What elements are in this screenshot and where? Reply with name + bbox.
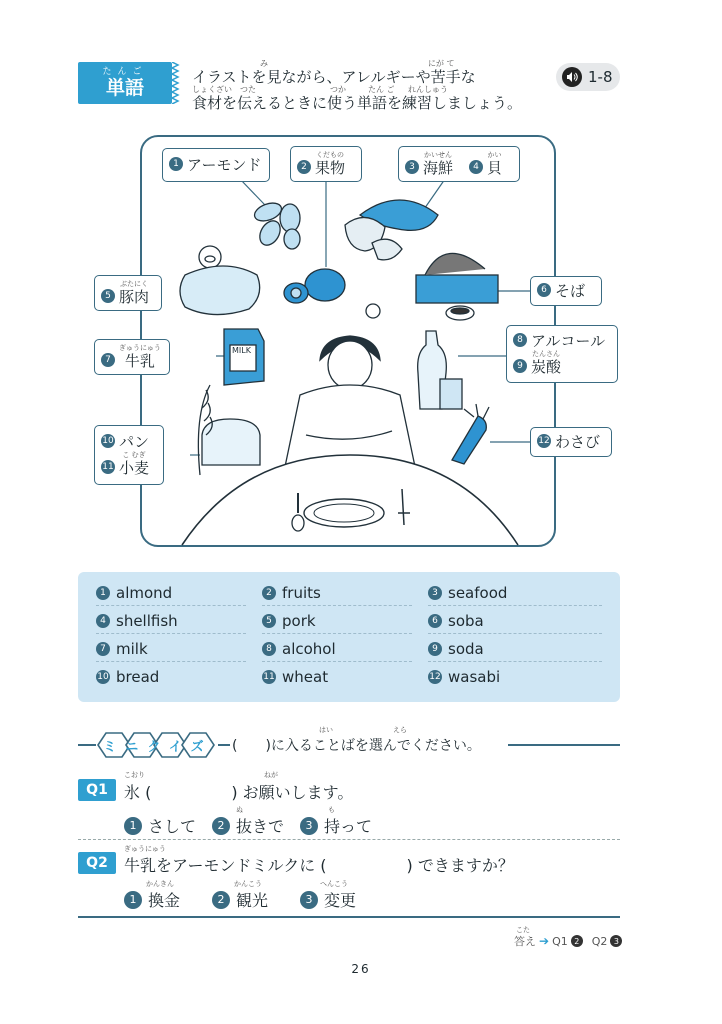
label-ruby: こ むぎ (122, 451, 146, 459)
alcohol-soda-illustration (418, 331, 462, 409)
answer-q1-label: Q1 (552, 934, 568, 948)
milk-carton-label: MILK (232, 346, 251, 355)
quiz-dashed-divider (78, 839, 620, 840)
vocab-number: 3 (428, 586, 442, 600)
vocab-item (428, 580, 602, 606)
q2-option-3[interactable] (300, 888, 356, 911)
q1-option-3[interactable] (300, 814, 372, 837)
label-number: 7 (101, 353, 115, 367)
label-text: パン (119, 433, 150, 451)
instruction-line-2: 食材を伝えるときに使う単語を練習しましょう。 (192, 94, 523, 112)
option-text: 観光 (236, 891, 269, 910)
option-number: 1 (124, 891, 142, 909)
vocab-number: 7 (96, 642, 110, 656)
vocab-word: bread (116, 668, 160, 686)
pork-illustration (180, 246, 260, 315)
vocab-item (262, 664, 412, 690)
vocab-number: 11 (263, 672, 275, 682)
label-text: 豚肉 (119, 288, 150, 306)
vocab-number: 10 (97, 672, 109, 682)
vocab-number: 6 (428, 614, 442, 628)
label-ruby: たんさん (532, 350, 560, 358)
label-seafood-shellfish (398, 146, 520, 182)
label-ruby: ぎゅうにゅう (119, 344, 161, 352)
instruction-line-1: イラストを見ながら、アレルギーや苦手な (192, 68, 476, 86)
vocab-number: 12 (429, 672, 441, 682)
vocab-item (96, 608, 246, 634)
answer-q1-value: 2 (571, 935, 583, 947)
label-number: 4 (469, 160, 483, 174)
ruby-tsuta: つた (240, 85, 256, 94)
ruby-gyunyu: ぎゅうにゅう (124, 845, 166, 853)
ruby-renshu: れんしゅう (408, 85, 448, 94)
zigzag-divider (172, 62, 180, 104)
label-number: 6 (537, 283, 551, 297)
arrow-right-icon: ➔ (539, 934, 550, 948)
option-number: 2 (212, 891, 230, 909)
vocab-number: 1 (96, 586, 110, 600)
label-number: 2 (297, 160, 311, 174)
option-number: 1 (124, 817, 142, 835)
vocab-item (428, 608, 602, 634)
label-number: 12 (538, 436, 550, 446)
label-ruby: かいせん (424, 151, 452, 159)
seafood-illustration (345, 200, 438, 260)
vocab-word: soda (448, 639, 484, 658)
label-number: 10 (102, 436, 114, 446)
quiz-title: ミニクイズ (103, 739, 213, 755)
label-text: アーモンド (187, 156, 262, 174)
label-text: 牛乳 (124, 352, 155, 370)
label-text: 小麦 (119, 459, 150, 477)
label-wasabi (530, 427, 612, 457)
ruby-tango: たん ご (368, 85, 395, 94)
option-text: 持って (324, 817, 373, 836)
vocab-word: wheat (282, 668, 329, 686)
ruby-tsuka: つか (330, 85, 346, 94)
ruby-kori: こおり (124, 771, 145, 779)
fruit-illustration (284, 269, 345, 303)
vocab-number: 9 (428, 642, 442, 656)
option-number: 3 (300, 817, 318, 835)
bread-wheat-illustration (198, 385, 260, 475)
ruby-kanko: かんこう (234, 880, 262, 888)
audio-track-number: 1-8 (588, 68, 613, 86)
label-ruby: くだもの (316, 151, 344, 159)
vocabulary-box (78, 572, 620, 702)
section-tag-ruby: たんご (102, 67, 148, 77)
ruby-nega: ねが (264, 771, 278, 779)
quiz-bottom-rule (78, 916, 620, 918)
ruby-kankin: かんきん (146, 880, 174, 888)
answer-key (514, 933, 622, 949)
answer-q2-value: 3 (610, 935, 622, 947)
quiz-instruction: ( )に入ることばを選んでください。 (232, 738, 481, 754)
milk-carton-illustration (224, 329, 264, 385)
vocab-item (262, 580, 412, 606)
answer-label: 答え (514, 935, 536, 948)
q2-option-1[interactable] (124, 888, 180, 911)
section-tag (78, 62, 172, 104)
vocab-word: almond (116, 583, 173, 602)
vocab-word: alcohol (282, 639, 336, 658)
vocab-word: seafood (448, 583, 508, 602)
q2-badge: Q2 (78, 852, 116, 874)
vocab-word: shellfish (116, 611, 178, 630)
label-text: アルコール (531, 332, 606, 350)
vocab-word: fruits (282, 583, 321, 602)
vocab-item (428, 664, 602, 690)
label-number: 11 (102, 462, 114, 472)
q2-text: 牛乳をアーモンドミルクに ( ) できますか？ (124, 856, 514, 875)
ruby-nu: ぬ (236, 806, 243, 814)
label-text: わさび (555, 433, 601, 451)
q1-badge: Q1 (78, 779, 116, 801)
ruby-kota: こた (516, 926, 530, 934)
label-ruby: かい (487, 151, 502, 159)
ruby-henko: へんこう (320, 880, 348, 888)
ruby-nigate: にが て (428, 59, 455, 68)
option-number: 2 (212, 817, 230, 835)
vocab-item (96, 664, 246, 690)
vocab-number: 4 (96, 614, 110, 628)
label-number: 8 (513, 333, 527, 347)
vocab-word: soba (448, 611, 484, 630)
plate-illustration (304, 499, 384, 527)
quiz-rule-mid (218, 744, 230, 746)
vocab-item (262, 608, 412, 634)
quiz-rule-right (508, 744, 620, 746)
soba-illustration (416, 253, 498, 320)
label-pork (94, 275, 162, 311)
speaker-icon (562, 67, 582, 87)
section-tag-text: 単語 (105, 77, 144, 99)
label-text: 果物 (315, 159, 346, 177)
q2-option-2[interactable] (212, 888, 268, 911)
label-text: 海鮮 (423, 159, 454, 177)
option-text: さして (148, 817, 197, 836)
label-number: 3 (405, 160, 419, 174)
label-soba (530, 276, 602, 306)
quiz-rule-left (78, 744, 96, 746)
label-text: そば (555, 282, 586, 300)
vocab-item (428, 636, 602, 662)
ruby-era: えら (393, 726, 407, 734)
label-almond (162, 148, 270, 182)
ruby-mi: み (260, 59, 268, 68)
almond-illustration (252, 200, 300, 249)
option-text: 抜きで (236, 817, 285, 836)
option-text: 変更 (324, 891, 357, 910)
label-ruby: ぶたにく (120, 280, 148, 288)
label-fruits (290, 146, 362, 182)
q1-option-1[interactable] (124, 814, 196, 837)
vocab-number: 2 (262, 586, 276, 600)
label-bread-wheat (94, 425, 164, 485)
vocab-word: milk (116, 639, 148, 658)
audio-track-button[interactable] (556, 63, 620, 91)
vocab-word: pork (282, 611, 316, 630)
q1-text: 氷 ( ) お願いします。 (124, 783, 354, 802)
label-alcohol-soda (506, 325, 618, 383)
label-text: 貝 (487, 159, 503, 177)
vocab-word: wasabi (448, 668, 501, 686)
label-number: 1 (169, 157, 183, 171)
option-number: 3 (300, 891, 318, 909)
label-number: 5 (101, 289, 115, 303)
vocab-number: 8 (262, 642, 276, 656)
page-number: 26 (351, 962, 371, 976)
q1-option-2[interactable] (212, 814, 284, 837)
label-milk (94, 339, 170, 375)
vocab-number: 5 (262, 614, 276, 628)
ruby-shokuzai: しょくざい (192, 85, 232, 94)
wasabi-illustration (452, 404, 489, 464)
label-number: 9 (513, 359, 527, 373)
vocab-item (96, 580, 246, 606)
ruby-mo: も (328, 806, 335, 814)
answer-q2-label: Q2 (591, 934, 608, 948)
option-text: 換金 (148, 891, 181, 910)
ruby-hai: はい (319, 726, 333, 734)
vocab-item (96, 636, 246, 662)
illustration (140, 135, 556, 547)
vocab-item (262, 636, 412, 662)
label-text: 炭酸 (531, 358, 562, 376)
